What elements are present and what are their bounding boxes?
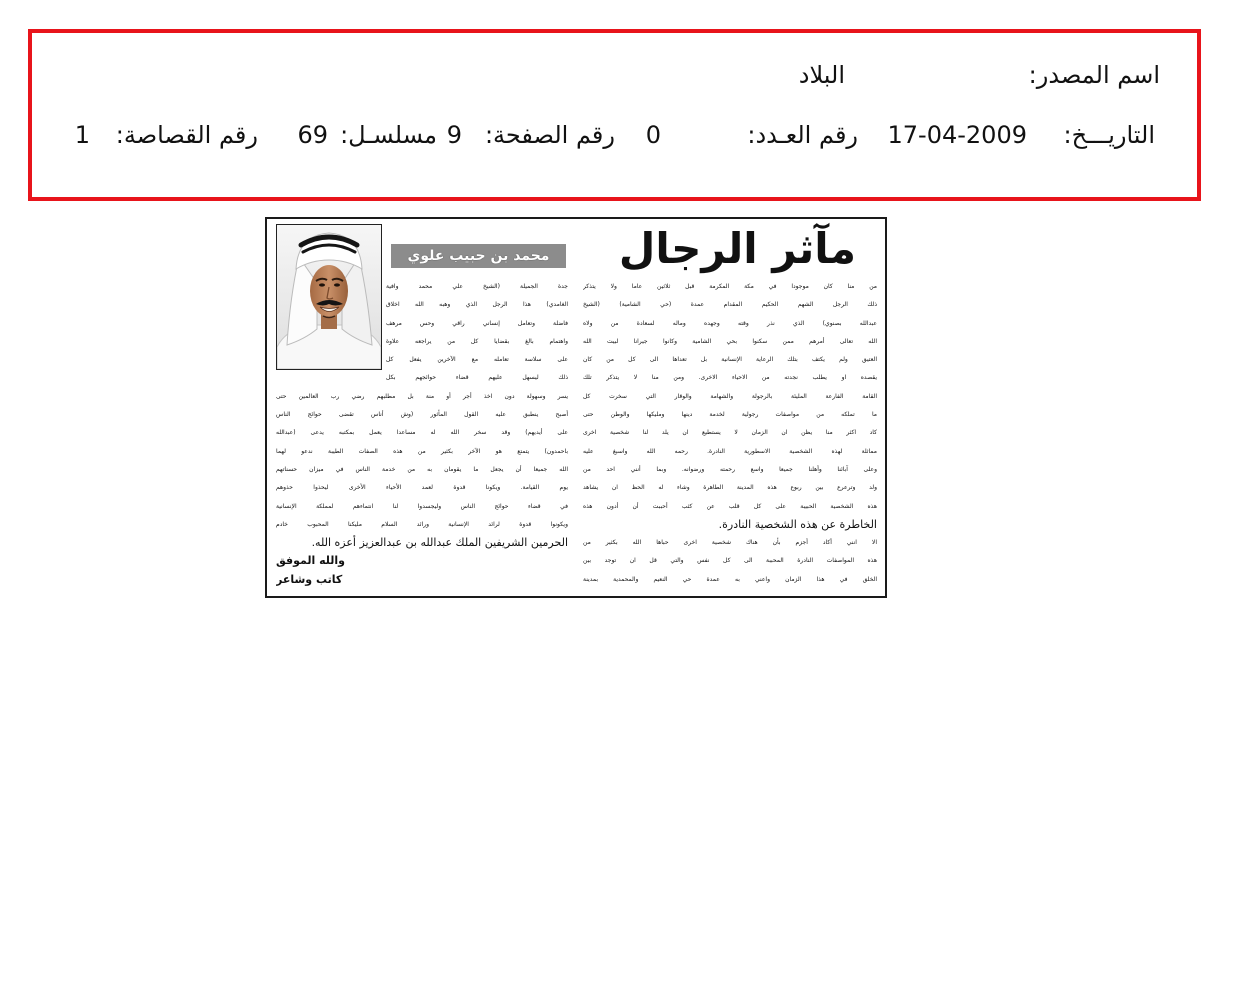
text-line: الا انني أكاد أجزم بأن هناك شخصية اخرى حباها الله بكثير من [583, 539, 877, 547]
author-name: محمد بن حبيب علوي [391, 244, 566, 268]
text-line: الله جميعا أن يجعل ما يقومان به من خدمة الناس في ميزان حسناتهم [276, 465, 568, 473]
text-line: ما تملكه من مواصفات رجولية لخدمة دينها ومليكها والوطن حتى [583, 411, 877, 419]
issue-number-value: 0 [645, 121, 661, 149]
source-name-value: البلاد [798, 61, 845, 89]
serial-label: مسلسـل: [340, 121, 437, 149]
article-column-left [276, 278, 568, 589]
serial-value: 69 [297, 121, 328, 149]
article-title: مآثر الرجال [618, 224, 856, 273]
text-line: على سلاسة تعامله مع الآخرين يفعل كل [386, 356, 568, 364]
issue-number-label: رقم العـدد: [747, 121, 858, 149]
text-line: ذلك ليسهل عليهم قضاء حوائجهم بكل [386, 374, 568, 382]
page-number-label: رقم الصفحة: [484, 121, 615, 149]
date-label: التاريـــخ: [1063, 121, 1155, 149]
clipping-number-value: 1 [74, 121, 90, 149]
text-line: القامة الفارعة المليئة بالرجولة والشهامة والوقار التي سخرت كل [583, 392, 877, 400]
text-line: وعلى آبائنا وأهلنا جميعا واسع رحمته ورضوانه. وبما أنني احد من [583, 465, 877, 473]
clipping-metadata-panel [28, 29, 1201, 201]
clipping-number-label: رقم القصاصة: [115, 121, 258, 149]
text-line: كاد اكثر منا يظن ان الزمان لا يستطيع ان يلد لنا شخصية اخرى [583, 429, 877, 437]
newspaper-clipping [265, 217, 887, 598]
text-line: الغامدي) هذا الرجل الذي وهبه الله اخلاق [386, 301, 568, 309]
text-line: العتيق ولم يكتف بتلك الرعاية الإنسانية بل تعداها الى كل من كان [583, 356, 877, 364]
text-line: هذه المواصفات النادرة المحببة الى كل نفس والتي قل ان توجد بين [583, 557, 877, 565]
date-value: 17-04-2009 [887, 121, 1027, 149]
text-line: ذلك الرجل الشهم الحكيم المقدام عمدة (حي الشامية) (الشيخ [583, 301, 877, 309]
text-line: عبدالله بصنوي) الذي نذر وقته وجهده وماله لسعادة من ولاه [583, 319, 877, 327]
text-line: ويكونوا قدوة لرائد الإنسانية ورائد السلام مليكنا المحبوب خادم [276, 520, 568, 528]
text-line: واهتمام بالغ بقضايا كل من يراجعه علاوة [386, 337, 568, 345]
text-line: في قضاء حوائج الناس وليجسدوا لنا انتماءهم لمملكة الإنسانية [276, 502, 568, 510]
text-line: ولد وترعرع بين ربوع هذه المدينة الطاهرة وشاء له الحظ ان يشاهد [583, 484, 877, 492]
text-line: الله تعالى أمرهم ممن سكنوا بحي الشامية وكانوا جيرانا لبيت الله [583, 337, 877, 345]
text-line: جدة الجميلة (الشيخ علي محمد وافية [386, 283, 568, 290]
text-line: هذه الشخصية الحبيبة على كل قلب عن كثب أحببت أن أدون هذه [583, 502, 877, 510]
text-line: على أيديهم) وقد سخر الله له مساعدا يعمل بمكتبه يدعى (عبدالله [276, 429, 568, 437]
text-line: من منا كان موجودا في مكة المكرمة قبل ثلاثين عاما ولا يتذكر [583, 283, 877, 290]
text-line: فاضلة وتعامل إنساني راقي وحس مرهف [386, 319, 568, 327]
author-signature-title: كاتب وشاعر [276, 572, 343, 586]
article-column-right [583, 278, 877, 589]
text-line: أصبح ينطبق عليه القول المأثور (وش أناس تقضى حوائج الناس [276, 411, 568, 419]
source-name-label: اسم المصدر: [1028, 61, 1160, 89]
text-line: باحمدون) يتمتع هو الآخر بكثير من هذه الصفات الطيبة ندعو لهما [276, 447, 568, 455]
text-line: الخلق في هذا الزمان واعني به عمدة حي النعيم والمحمدية بمدينة [583, 575, 877, 583]
text-line: الخاطرة عن هذه الشخصية النادرة. [718, 517, 877, 531]
text-line: يوم القيامة. ويكونا قدوة لعمد الأحياء الأخرى ليحذوا حذوهم [276, 484, 568, 492]
text-line: مماثلة لهذه الشخصية الاسطورية النادرة. رحمه الله واسبغ عليه [583, 447, 877, 455]
text-line: يسر وسهولة دون اخذ أجر أو منة بل مطلبهم رضي رب العالمين حتى [276, 392, 568, 400]
text-line: الحرمين الشريفين الملك عبدالله بن عبدالعزيز أعزه الله. [311, 536, 568, 550]
text-line: يقصده او يطلب نجدته من الاحياء الاخرى. ومن منا لا يتذكر تلك [583, 374, 877, 382]
page-number-value: 9 [446, 121, 462, 149]
closing-phrase: والله الموفق [276, 554, 346, 568]
